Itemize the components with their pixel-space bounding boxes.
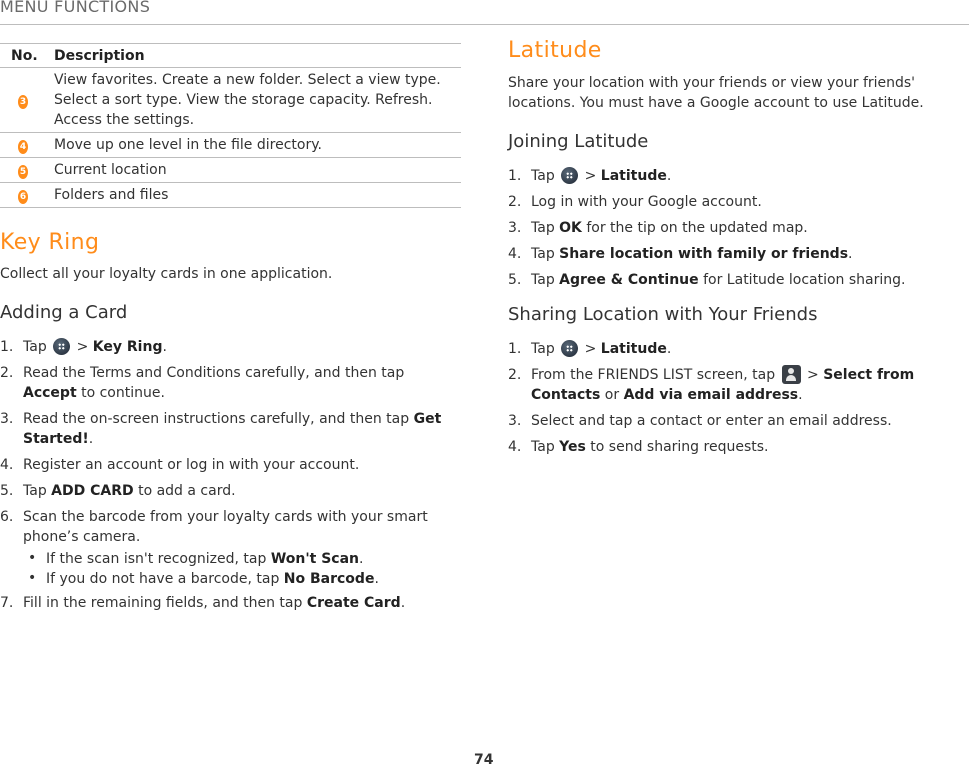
latitude-heading: Latitude xyxy=(508,38,602,63)
list-item: 6. Scan the barcode from your loyalty cards with your smart phone’s camera. • If the scan isn't recognized, tap Won't Scan. • If you do not have a barcode, tap No Barcode. xyxy=(0,507,445,589)
adding-a-card-heading: Adding a Card xyxy=(0,302,128,323)
list-item: 2. Read the Terms and Conditions carefully, and then tap Accept to continue. xyxy=(0,365,405,401)
list-item: 1. Tap > Key Ring. xyxy=(0,339,167,355)
list-item: 5. Tap Agree & Continue for Latitude location sharing. xyxy=(508,272,906,288)
latitude-intro: Share your location with your friends or view your friends' locations. You must have a Google account to use Latitude. xyxy=(508,75,924,111)
callout-number-badge: 3 xyxy=(19,96,27,107)
apps-icon xyxy=(561,167,578,184)
table-row xyxy=(0,68,461,133)
header-divider xyxy=(0,24,969,25)
table-cell-description: Folders and files xyxy=(54,183,461,208)
page-number: 74 xyxy=(474,752,494,768)
table-cell-description: View favorites. Create a new folder. Select a view type. Select a sort type. View the storage capacity. Refresh. Access the settings. xyxy=(54,68,461,133)
callout-number-badge: 5 xyxy=(19,166,27,177)
table-row xyxy=(0,158,461,183)
table-row xyxy=(0,183,461,208)
list-item: 4. Register an account or log in with your account. xyxy=(0,457,360,473)
list-item: 4. Tap Yes to send sharing requests. xyxy=(508,439,769,455)
page-header-title: MENU FUNCTIONS xyxy=(0,0,151,16)
callout-number-badge: 6 xyxy=(19,191,27,202)
list-item: 2. Log in with your Google account. xyxy=(508,194,762,210)
table-header-row xyxy=(0,44,461,68)
sub-bullet-list xyxy=(23,549,445,589)
key-ring-heading: Key Ring xyxy=(0,230,100,255)
list-item: • If you do not have a barcode, tap No Barcode. xyxy=(28,570,379,587)
list-item: 3. Read the on-screen instructions carefully, and then tap Get Started!. xyxy=(0,411,442,447)
joining-latitude-steps xyxy=(508,166,948,290)
list-item: 5. Tap ADD CARD to add a card. xyxy=(0,483,236,499)
add-friend-icon xyxy=(782,365,801,384)
list-item: 1. Tap > Latitude. xyxy=(508,168,672,184)
sharing-location-heading: Sharing Location with Your Friends xyxy=(508,304,818,325)
column-header-no: No. xyxy=(0,44,54,68)
callout-number-badge: 4 xyxy=(19,141,27,152)
list-item: 1. Tap > Latitude. xyxy=(508,341,672,357)
table-cell-description: Move up one level in the file directory. xyxy=(54,133,461,158)
joining-latitude-heading: Joining Latitude xyxy=(508,131,649,152)
list-item: 3. Select and tap a contact or enter an email address. xyxy=(508,413,892,429)
table-row xyxy=(0,133,461,158)
table-cell-description: Current location xyxy=(54,158,461,183)
list-item: 4. Tap Share location with family or friends. xyxy=(508,246,853,262)
apps-icon xyxy=(561,340,578,357)
column-header-description: Description xyxy=(54,44,461,68)
adding-card-steps xyxy=(0,337,445,613)
list-item: 7. Fill in the remaining fields, and then tap Create Card. xyxy=(0,595,406,611)
list-item: 3. Tap OK for the tip on the updated map. xyxy=(508,220,808,236)
list-item: 2. From the FRIENDS LIST screen, tap > Select from Contacts or Add via email address. xyxy=(508,367,915,403)
sharing-location-steps xyxy=(508,339,948,457)
list-item: • If the scan isn't recognized, tap Won't Scan. xyxy=(28,550,364,567)
description-table xyxy=(0,43,461,208)
apps-icon xyxy=(53,338,70,355)
key-ring-intro: Collect all your loyalty cards in one application. xyxy=(0,266,333,282)
